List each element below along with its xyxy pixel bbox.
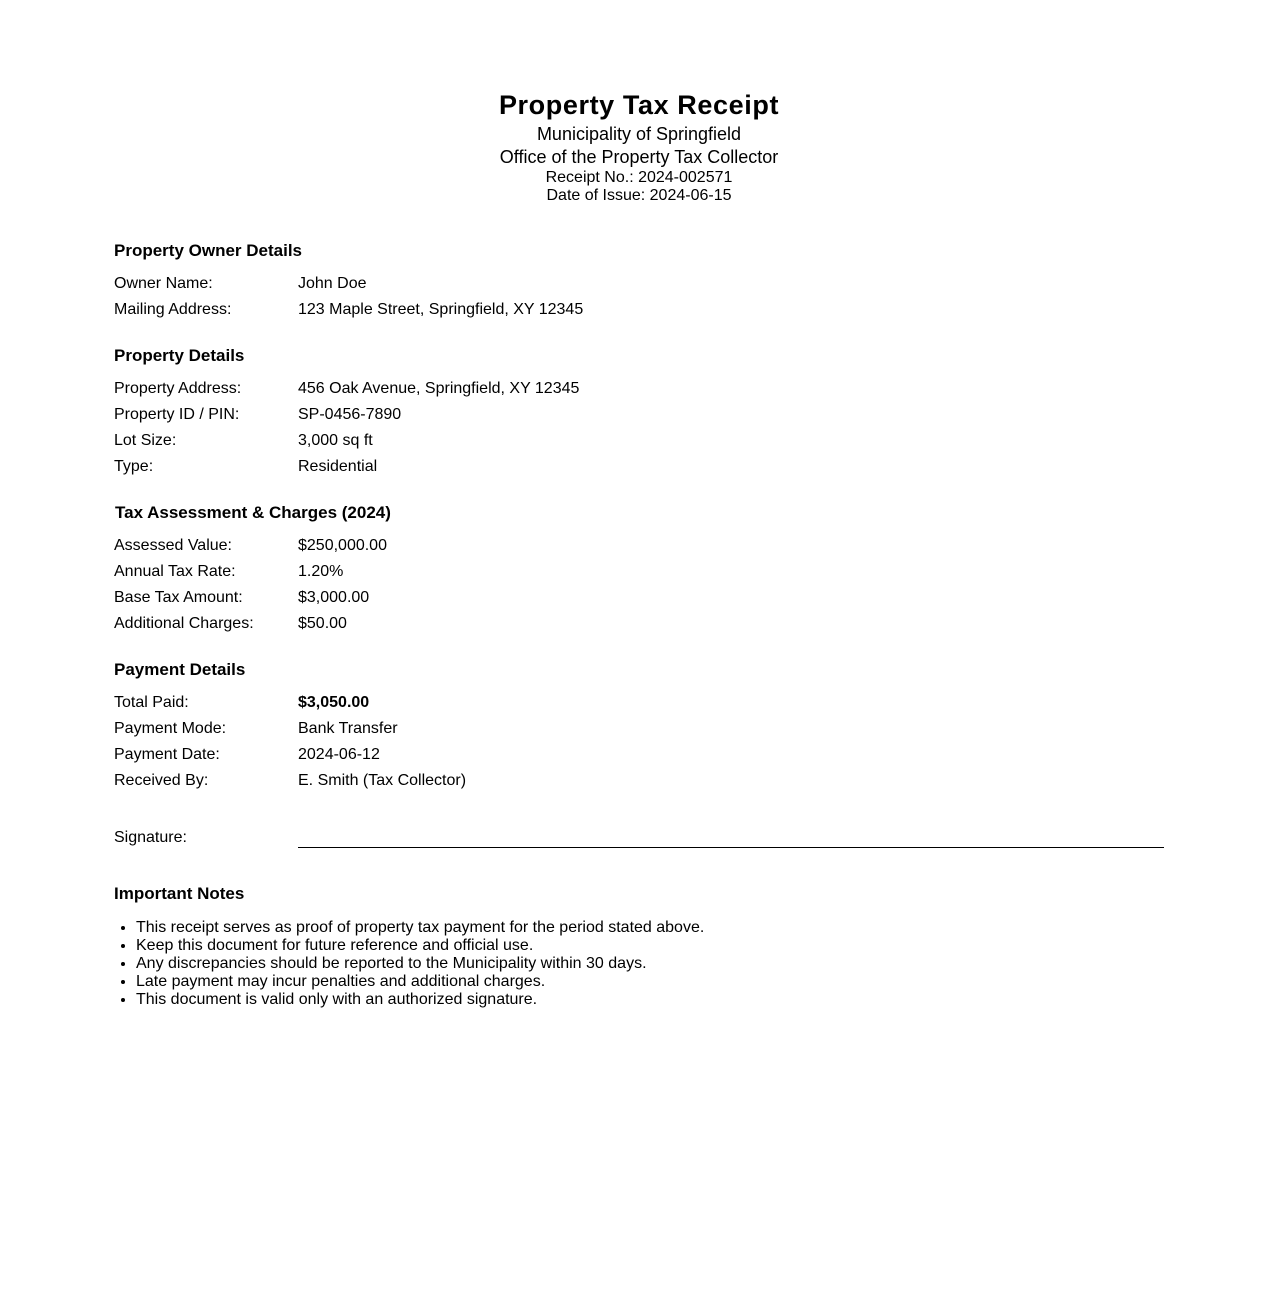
row-label: Type:	[114, 458, 154, 475]
detail-row-received-by	[114, 768, 1164, 794]
row-value: 123 Maple Street, Springfield, XY 12345	[298, 301, 584, 318]
list-item: • Any discrepancies should be reported to the Municipality within 30 days.	[136, 955, 1164, 973]
row-label: Total Paid:	[114, 694, 189, 711]
total-paid-value: $3,050.00	[298, 694, 370, 711]
receipt-number: Receipt No.: 2024-002571	[545, 169, 733, 186]
row-value: E. Smith (Tax Collector)	[298, 772, 467, 789]
property-details-section	[114, 346, 1164, 480]
row-label: Property Address:	[114, 380, 242, 397]
section-title-notes: Important Notes	[114, 884, 245, 903]
list-item: • This receipt serves as proof of property tax payment for the period stated above.	[136, 919, 1164, 937]
tax-assessment-section	[114, 503, 1164, 637]
row-label: Mailing Address:	[114, 301, 232, 318]
section-title-assessment: Tax Assessment & Charges (2024)	[115, 503, 391, 522]
list-item: • Keep this document for future reference and official use.	[136, 937, 1164, 955]
date-of-issue: Date of Issue: 2024-06-15	[546, 187, 732, 204]
row-value: 2024-06-12	[298, 746, 380, 763]
section-title-property: Property Details	[114, 346, 245, 365]
page-title: Property Tax Receipt	[498, 90, 780, 120]
row-label: Lot Size:	[114, 432, 177, 449]
municipality-name: Municipality of Springfield	[536, 124, 742, 144]
detail-row-total-paid	[114, 690, 1164, 716]
row-label: Payment Date:	[114, 746, 220, 763]
detail-row-type	[114, 454, 1164, 480]
signature-row	[114, 828, 1164, 848]
row-value: $3,000.00	[298, 589, 370, 606]
row-value: $50.00	[298, 615, 347, 632]
row-label: Assessed Value:	[114, 537, 232, 554]
payment-details-section	[114, 660, 1164, 794]
row-value: $250,000.00	[298, 537, 387, 554]
detail-row-payment-date	[114, 742, 1164, 768]
notes-list	[114, 919, 1164, 1009]
row-value: 456 Oak Avenue, Springfield, XY 12345	[298, 380, 580, 397]
important-notes-section	[114, 884, 1164, 1009]
row-value: Bank Transfer	[298, 720, 398, 737]
section-title-owner: Property Owner Details	[114, 241, 303, 260]
row-value: Residential	[298, 458, 378, 475]
list-item: • Late payment may incur penalties and additional charges.	[136, 973, 1164, 991]
detail-row-mailing-address	[114, 297, 1164, 323]
detail-row-payment-mode	[114, 716, 1164, 742]
signature-line	[298, 847, 1164, 848]
detail-row-owner-name	[114, 271, 1164, 297]
row-label: Payment Mode:	[114, 720, 227, 737]
detail-row-base-tax	[114, 585, 1164, 611]
detail-row-additional-charges	[114, 611, 1164, 637]
section-title-payment: Payment Details	[114, 660, 246, 679]
detail-row-property-address	[114, 376, 1164, 402]
signature-label: Signature:	[114, 829, 187, 846]
detail-row-lot-size	[114, 428, 1164, 454]
list-item: • This document is valid only with an authorized signature.	[136, 991, 1164, 1009]
row-value: SP-0456-7890	[298, 406, 402, 423]
row-value: 3,000 sq ft	[298, 432, 373, 449]
row-label: Owner Name:	[114, 275, 213, 292]
detail-row-tax-rate	[114, 559, 1164, 585]
row-label: Additional Charges:	[114, 615, 254, 632]
row-label: Received By:	[114, 772, 209, 789]
row-label: Annual Tax Rate:	[114, 563, 236, 580]
row-label: Property ID / PIN:	[114, 406, 240, 423]
row-label: Base Tax Amount:	[114, 589, 243, 606]
detail-row-property-id	[114, 402, 1164, 428]
detail-row-assessed-value	[114, 533, 1164, 559]
row-value: John Doe	[298, 275, 367, 292]
owner-details-section	[114, 241, 1164, 323]
receipt-header	[114, 88, 1164, 205]
row-value: 1.20%	[298, 563, 344, 580]
office-name: Office of the Property Tax Collector	[499, 147, 779, 167]
